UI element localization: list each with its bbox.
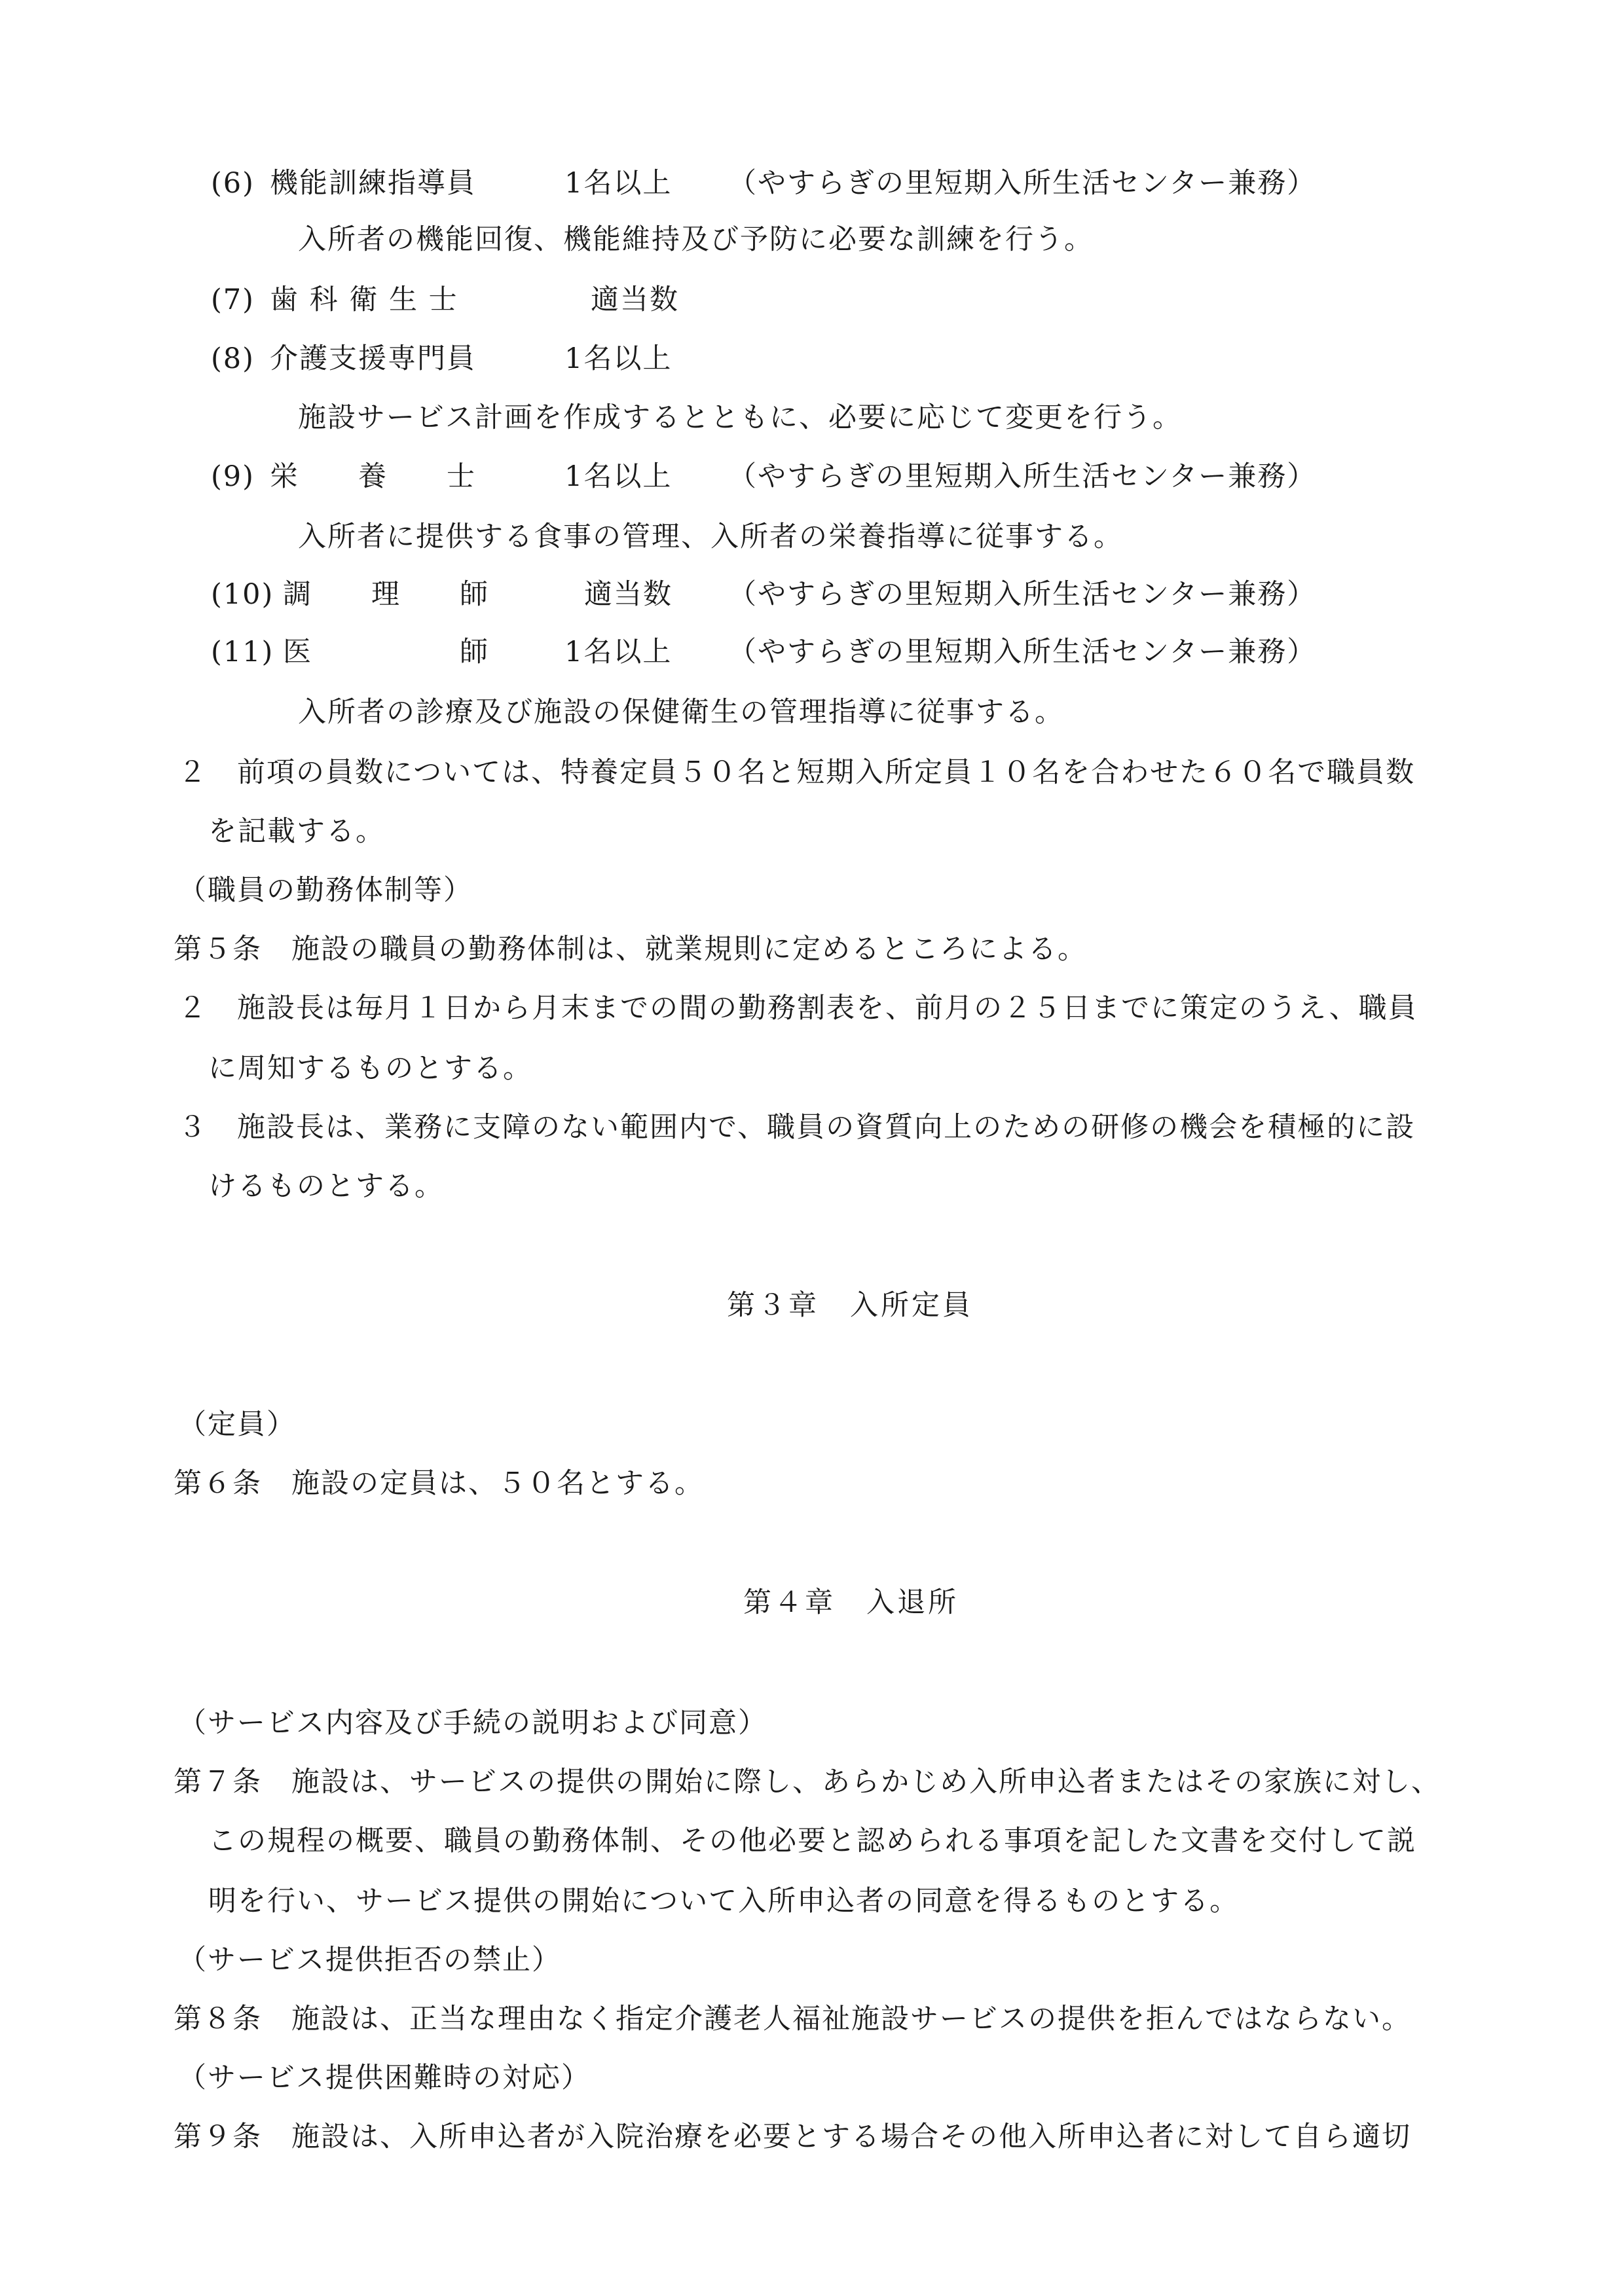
staff-count: 1名以上 [564,460,673,493]
staff-row-9 [211,458,1455,495]
staff-num: (7) [211,283,255,316]
staff-duty: 施設サービス計画を作成するとともに、必要に応じて変更を行う。 [298,401,1182,434]
article-9-heading: （サービス提供困難時の対応） [178,2062,591,2094]
staff-note: （やすらぎの里短期入所生活センター兼務） [728,578,1317,611]
staff-row-6 [211,165,1455,202]
staff-title: 歯 科 衛 生 士 [270,283,458,316]
article-6-text: 第６条 施設の定員は、５０名とする。 [174,1467,704,1500]
article-7-heading: （サービス内容及び手続の説明および同意） [178,1707,767,1740]
staff-count: 適当数 [584,578,673,611]
staff-duty: 入所者の診療及び施設の保健衛生の管理指導に従事する。 [298,696,1064,729]
article-7-line3: 明を行い、サービス提供の開始について入所申込者の同意を得るものとする。 [208,1885,1240,1918]
paragraph-2-line2: を記載する。 [208,815,385,848]
staff-title: 機能訓練指導員 [270,167,476,200]
article-9-line1: 第９条 施設は、入所申込者が入院治療を必要とする場合その他入所申込者に対して自ら適切 [174,2121,1411,2153]
article-5-heading: （職員の勤務体制等） [178,874,473,907]
article-8-heading: （サービス提供拒否の禁止） [178,1944,561,1977]
article-5-p2-line1: ２ 施設長は毎月１日から月末までの間の勤務割表を、前月の２５日までに策定のうえ、職員 [178,992,1418,1025]
article-5-p3-line1: ３ 施設長は、業務に支障のない範囲内で、職員の資質向上のための研修の機会を積極的に設 [178,1111,1416,1144]
staff-count: 1名以上 [564,167,673,200]
paragraph-2-line1: ２ 前項の員数については、特養定員５０名と短期入所定員１０名を合わせた６０名で職員数 [178,756,1416,789]
staff-num: (11) [211,636,274,668]
staff-count: 適当数 [591,283,679,316]
staff-duty: 入所者の機能回復、機能維持及び予防に必要な訓練を行う。 [298,223,1094,256]
staff-note: （やすらぎの里短期入所生活センター兼務） [728,167,1317,200]
staff-row-11 [211,634,1455,670]
staff-note: （やすらぎの里短期入所生活センター兼務） [728,636,1317,668]
staff-title: 医 師 [283,636,489,668]
article-7-line2: この規程の概要、職員の勤務体制、その他必要と認められる事項を記した文書を交付して説 [208,1825,1416,1857]
staff-title: 栄 養 士 [270,460,476,493]
article-5-text: 第５条 施設の職員の勤務体制は、就業規則に定めるところによる。 [174,933,1087,966]
staff-note: （やすらぎの里短期入所生活センター兼務） [728,460,1317,493]
article-7-line1: 第７条 施設は、サービスの提供の開始に際し、あらかじめ入所申込者またはその家族に対し、 [174,1766,1441,1798]
staff-count: 1名以上 [564,636,673,668]
staff-num: (8) [211,342,255,375]
chapter-3-title: 第３章 入所定員 [727,1289,973,1322]
staff-num: (9) [211,460,255,493]
article-6-heading: （定員） [178,1408,296,1441]
article-8-text: 第８条 施設は、正当な理由なく指定介護老人福祉施設サービスの提供を拒んではならない。 [174,2003,1411,2035]
staff-num: (6) [211,167,255,200]
staff-row-8 [211,340,1455,377]
article-5-p2-line2: に周知するものとする。 [208,1052,532,1085]
staff-row-10 [211,576,1455,613]
staff-num: (10) [211,578,274,611]
chapter-4-title: 第４章 入退所 [743,1586,959,1619]
staff-row-7 [211,282,1455,318]
staff-duty: 入所者に提供する食事の管理、入所者の栄養指導に従事する。 [298,520,1123,553]
staff-count: 1名以上 [564,342,673,375]
staff-title: 介護支援専門員 [270,342,476,375]
staff-title: 調 理 師 [283,578,489,611]
article-5-p3-line2: けるものとする。 [208,1170,444,1203]
